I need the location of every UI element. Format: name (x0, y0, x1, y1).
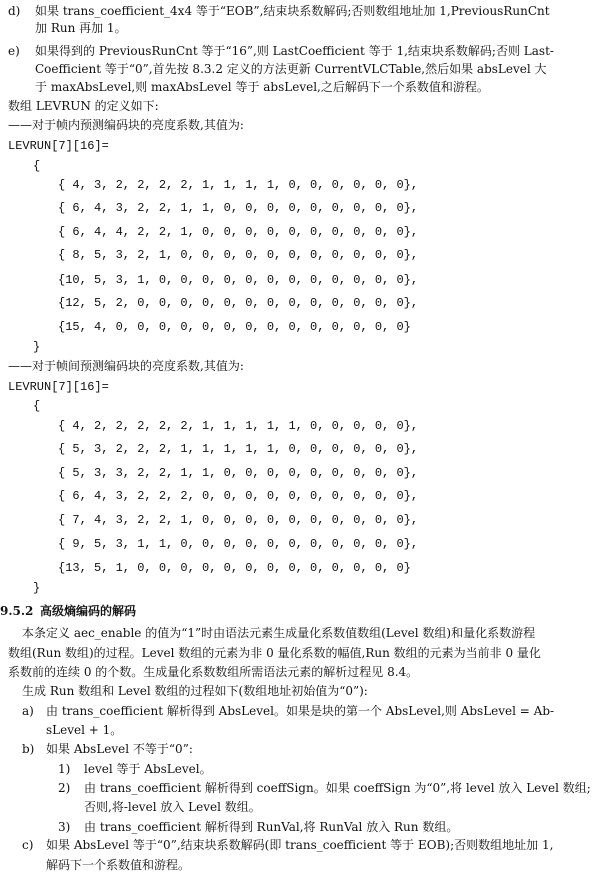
intra-row-7: {15, 4, 0, 0, 0, 0, 0, 0, 0, 0, 0, 0, 0, 0, 0, 0} (58, 320, 411, 335)
item-b3-label: 3) (58, 819, 71, 834)
item-b2-label: 2) (58, 781, 71, 796)
paragraph-1-line-1: 本条定义 aec_enable 的值为“1”时由语法元素生成量化系数值数组(Level 数组)和量化系数游程 (22, 626, 536, 641)
inter-declaration: LEVRUN[7][16]= (8, 379, 109, 394)
intra-close-brace: } (33, 340, 41, 355)
inter-description: ——对于帧间预测编码块的亮度系数,其值为: (8, 358, 244, 373)
intra-row-6: {12, 5, 2, 0, 0, 0, 0, 0, 0, 0, 0, 0, 0, 0, 0, 0}, (58, 295, 419, 310)
item-e-line-1: 如果得到的 PreviousRunCnt 等于“16”,则 LastCoefficient 等于 1,结束块系数解码;否则 Last- (35, 43, 554, 58)
inter-row-4: { 6, 4, 3, 2, 2, 2, 0, 0, 0, 0, 0, 0, 0, 0, 0, 0}, (58, 489, 419, 504)
item-e-line-2: Coefficient 等于“0”,首先按 8.3.2 定义的方法更新 CurrentVLCTable,然后如果 absLevel 大 (35, 61, 547, 76)
inter-row-1: { 4, 2, 2, 2, 2, 2, 1, 1, 1, 1, 1, 0, 0, 0, 0, 0}, (58, 418, 419, 433)
intra-open-brace: { (33, 158, 41, 173)
inter-row-2: { 5, 3, 2, 2, 2, 1, 1, 1, 1, 1, 0, 0, 0, 0, 0, 0}, (58, 441, 419, 456)
inter-open-brace: { (33, 399, 41, 414)
intra-row-1: { 4, 3, 2, 2, 2, 2, 1, 1, 1, 1, 0, 0, 0, 0, 0, 0}, (58, 177, 419, 192)
inter-row-6: { 9, 5, 3, 1, 1, 0, 0, 0, 0, 0, 0, 0, 0, 0, 0, 0}, (58, 536, 419, 551)
item-b-line-1: 如果 AbsLevel 不等于“0”: (46, 742, 193, 757)
paragraph-1-line-2: 数组(Run 数组)的过程。Level 数组的元素为非 0 量化系数的幅值,Run 数组的元素为当前非 0 量化 (8, 645, 541, 660)
intra-row-2: { 6, 4, 3, 2, 2, 1, 1, 0, 0, 0, 0, 0, 0, 0, 0, 0}, (58, 201, 419, 216)
inter-row-3: { 5, 3, 3, 2, 2, 1, 1, 0, 0, 0, 0, 0, 0, 0, 0, 0}, (58, 466, 419, 480)
item-c-line-2: 解码下一个系数值和游程。 (46, 857, 191, 872)
section-number: 9.5.2 (0, 604, 34, 619)
item-a-line-1: 由 trans_coefficient 解析得到 AbsLevel。如果是块的第一个 AbsLevel,则 AbsLevel = Ab- (46, 703, 555, 718)
intra-row-4: { 8, 5, 3, 2, 1, 0, 0, 0, 0, 0, 0, 0, 0, 0, 0, 0}, (58, 248, 419, 263)
intra-row-5: {10, 5, 3, 1, 0, 0, 0, 0, 0, 0, 0, 0, 0, 0, 0, 0}, (58, 272, 419, 287)
item-d-line-1: 如果 trans_coefficient_4x4 等于“EOB”,结束块系数解码;否则数组地址加 1,PreviousRunCnt (35, 3, 550, 18)
inter-row-7: {13, 5, 1, 0, 0, 0, 0, 0, 0, 0, 0, 0, 0, 0, 0, 0} (58, 560, 411, 575)
item-b2-line-2: 否则,将-level 放入 Level 数组。 (84, 800, 261, 815)
item-e-label: e) (8, 43, 20, 58)
intra-row-3: { 6, 4, 4, 2, 2, 1, 0, 0, 0, 0, 0, 0, 0, 0, 0, 0}, (58, 225, 419, 240)
item-c-line-1: 如果 AbsLevel 等于“0”,结束块系数解码(即 trans_coefficient 等于 EOB);否则数组地址加 1, (46, 838, 554, 853)
item-b1-text: level 等于 AbsLevel。 (84, 761, 212, 776)
item-a-line-2: sLevel + 1。 (46, 723, 123, 738)
paragraph-2: 生成 Run 数组和 Level 数组的过程如下(数组地址初始值为“0”): (22, 684, 368, 699)
paragraph-1-line-3: 系数前的连续 0 的个数。生成量化系数数组所需语法元素的解析过程见 8.4。 (8, 665, 419, 680)
item-d-label: d) (8, 3, 21, 18)
intra-declaration: LEVRUN[7][16]= (8, 139, 109, 154)
levrun-intro: 数组 LEVRUN 的定义如下: (8, 98, 159, 113)
inter-close-brace: } (33, 581, 41, 596)
item-b2-line-1: 由 trans_coefficient 解析得到 coeffSign。如果 coeffSign 为“0”,将 level 放入 Level 数组; (84, 781, 591, 796)
item-b3-text: 由 trans_coefficient 解析得到 RunVal,将 RunVal 放入 Run 数组。 (84, 819, 459, 834)
intra-description: ——对于帧内预测编码块的亮度系数,其值为: (8, 117, 244, 132)
item-b-label: b) (22, 742, 35, 757)
item-a-label: a) (22, 703, 34, 718)
item-b1-label: 1) (58, 761, 71, 776)
item-e-line-3: 于 maxAbsLevel,则 maxAbsLevel 等于 absLevel,之后解码下一个系数值和游程。 (35, 80, 489, 95)
item-d-line-2: 加 Run 再加 1。 (35, 21, 127, 36)
item-c-label: c) (22, 838, 34, 853)
inter-row-5: { 7, 4, 3, 2, 2, 1, 0, 0, 0, 0, 0, 0, 0, 0, 0, 0}, (58, 513, 419, 528)
section-title: 高级熵编码的解码 (40, 604, 137, 619)
